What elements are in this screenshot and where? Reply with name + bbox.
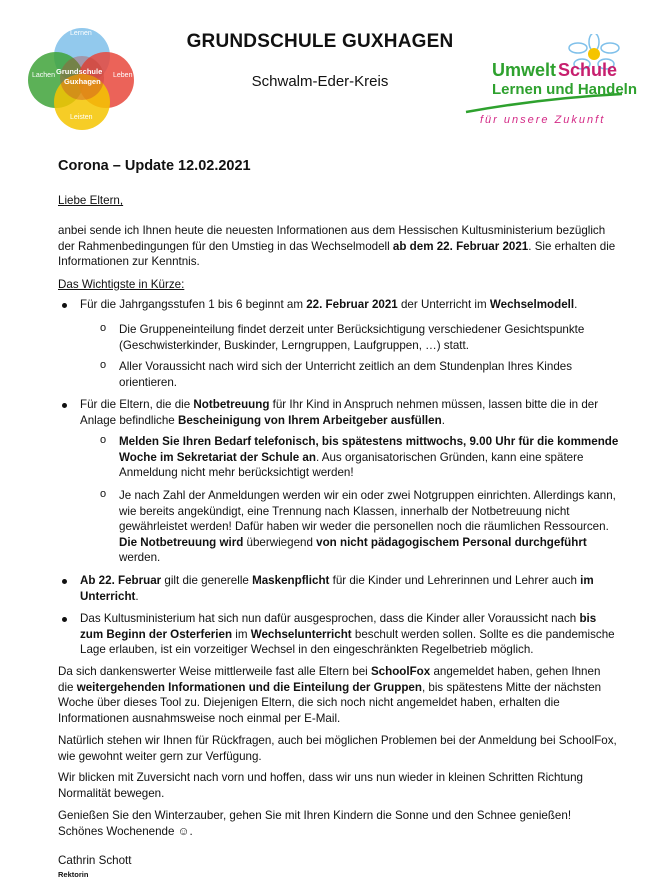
b1-part-e: . (574, 298, 578, 311)
paragraph-winterzauber (58, 808, 618, 839)
school-name-title: GRUNDSCHULE GUXHAGEN (186, 31, 454, 52)
umwelt-word: Umwelt (492, 60, 557, 80)
p4-line2: Schönes Wochenende ☺. (58, 824, 193, 838)
logo-word-right: Leben (113, 72, 133, 79)
b3-maskenpflicht: Maskenpflicht (252, 574, 330, 587)
b2-notbetreuung: Notbetreuung (193, 398, 270, 411)
b3-part-f: . (135, 589, 139, 603)
paragraph-zuversicht: Wir blicken mit Zuversicht nach vorn und hoffen, dass wir uns nun wieder in kleinen Schritten Richtung Normalität bewegen. (58, 771, 583, 800)
bullet-dot-4 (62, 617, 67, 622)
b2-s2-part-a: Je nach Zahl der Anmeldungen werden wir ein oder zwei Notgruppen einrichten. Allerdings kann, wie bereits angekündigt, eine Trennung nach Klassen, innerhalb der Notbetreuung nicht gewährleistet werden! Dafür haben wir weder die personellen noch die räumlichen Ressourcen. (119, 489, 616, 533)
b3-part-b: gilt die generelle (161, 574, 253, 587)
school-logo (26, 22, 138, 134)
p1-part-a: Da sich dankenswerter Weise mittlerweile fast alle Eltern bei (58, 665, 371, 678)
b2-part-a: Für die Eltern, die die (80, 398, 194, 411)
intro-date: ab dem 22. Februar 2021 (392, 239, 529, 253)
p4-line1: Genießen Sie den Winterzauber, gehen Sie mit Ihren Kindern die Sonne und den Schnee genießen! (58, 809, 572, 822)
paragraph-rueckfragen: Natürlich stehen wir Ihnen für Rückfragen, auch bei möglichen Problemen bei der Anmeldung bei SchoolFox, wie gewohnt weiter gern zur Verfügung. (58, 734, 617, 763)
sub-bullet-1-1-marker: o (100, 322, 107, 334)
b3-unterricht: im Unterricht (80, 574, 594, 603)
b4-part-e: beschult werden sollen. Sollte es die pandemische Lage erlauben, ist ein vorzeitiger Wechsel in den eingeschränkten Regelbetrieb möglich. (80, 627, 615, 656)
b2-part-c: für Ihr Kind in Anspruch nehmen müssen, lassen bitte die in der Anlage befindliche (80, 398, 599, 427)
bullet-dot-3 (62, 579, 67, 584)
signature-title: Rektorin (58, 870, 89, 879)
b1-model: Wechselmodell (489, 298, 575, 311)
district-subtitle: Schwalm-Eder-Kreis (251, 73, 389, 90)
sub-bullet-2-2-marker: o (100, 488, 107, 500)
intro-part-a: anbei sende ich Ihnen heute die neuesten Informationen aus dem Hessischen Kultusministerium bezüglich der Rahmenbedingungen für den Umstieg in das Wechselmodell (58, 224, 606, 253)
logo-word-top: Lernen (70, 30, 92, 37)
p1-informationen: weitergehenden Informationen und die Einteilung der Gruppen (76, 680, 422, 694)
summary-heading-text: Das Wichtigste in Kürze: (58, 278, 185, 291)
logo-word-bottom: Leisten (70, 114, 93, 121)
b1-part-a: Für die Jahrgangsstufen 1 bis 6 beginnt am (80, 298, 307, 311)
bullet-1 (80, 297, 620, 313)
b4-part-c: im (232, 627, 251, 641)
b2-bescheinigung: Bescheinigung von Ihrem Arbeitgeber ausfüllen (177, 413, 442, 427)
intro-part-c: . Sie erhalten die Informationen zur Kenntnis. (58, 239, 616, 268)
sub-bullet-2-1-marker: o (100, 434, 107, 446)
b2-s2-part-b: Die Notbetreuung wird (119, 535, 244, 549)
b1-date: 22. Februar 2021 (306, 298, 398, 311)
signature-name: Cathrin Schott (58, 854, 132, 867)
bullet-2 (80, 397, 620, 428)
b3-date: Ab 22. Februar (80, 574, 162, 587)
schule-word: Schule (558, 60, 618, 80)
b1-part-c: der Unterricht im (397, 298, 490, 311)
salutation (58, 193, 618, 209)
b4-wechselunterricht: Wechselunterricht (250, 627, 352, 641)
logo-center-line2: Guxhagen (64, 77, 101, 86)
p1-part-e: , bis spätestens Mitte der nächsten Woche über dieses Tool zu. Diejenigen Eltern, die sich noch nicht angemeldet haben, erhalten die Informationen ausnahmsweise noch einmal per E-Mail. (58, 680, 602, 725)
sub-bullet-1-1: Die Gruppeneinteilung findet derzeit unter Berücksichtigung verschiedener Gesichtspunkte (Geschwisterkinder, Buskinder, Lerngruppen, Laufgruppen, …) statt. (119, 323, 585, 352)
bullet-dot-2 (62, 403, 67, 408)
bullet-dot-1 (62, 303, 67, 308)
intro-paragraph (58, 223, 618, 270)
b2-s2-part-c: überwiegend (243, 535, 317, 549)
sub-bullet-1-2-marker: o (100, 359, 107, 371)
b2-s2-part-e: werden. (119, 551, 161, 564)
b3-part-d: für die Kinder und Lehrerinnen und Lehrer auch (329, 574, 581, 587)
summary-heading (58, 277, 618, 293)
p1-schoolfox: SchoolFox (370, 665, 431, 678)
umweltschule-logo (462, 36, 642, 132)
sub-bullet-2-1 (119, 434, 619, 481)
p1-part-c: angemeldet haben, gehen Ihnen die (58, 665, 601, 694)
logo-word-left: Lachen (32, 72, 55, 79)
update-heading: Corona – Update 12.02.2021 (58, 158, 251, 174)
swoosh-icon (464, 92, 624, 116)
b2-s1-bold: Melden Sie Ihren Bedarf telefonisch, bis spätestens mittwochs, 9.00 Uhr für die kommende Woche im Sekretariat der Schule an (119, 435, 619, 464)
zukunft-tagline: für unsere Zukunft (480, 114, 606, 126)
paragraph-schoolfox (58, 664, 618, 726)
sub-bullet-2-2 (119, 488, 619, 566)
bullet-3 (80, 573, 620, 604)
bullet-4 (80, 611, 620, 658)
b2-s1-rest: . Aus organisatorischen Gründen, kann eine spätere Anmeldung nicht mehr berücksichtigt werden! (119, 450, 584, 479)
b2-s2-part-d: von nicht pädagogischem Personal durchgeführt (316, 535, 587, 549)
salutation-text: Liebe Eltern, (58, 194, 124, 207)
sub-bullet-1-2: Aller Voraussicht nach wird sich der Unterricht zeitlich an dem Stundenplan Ihres Kindes orientieren. (119, 360, 573, 389)
logo-center-line1: Grundschule (56, 67, 103, 76)
b4-osterferien: bis zum Beginn der Osterferien (80, 612, 597, 641)
b4-part-a: Das Kultusministerium hat sich nun dafür ausgesprochen, dass die Kinder aller Voraussicht nach (80, 612, 580, 625)
lernen-handeln-text: Lernen und Handeln (492, 81, 638, 98)
b2-part-e: . (441, 413, 445, 427)
